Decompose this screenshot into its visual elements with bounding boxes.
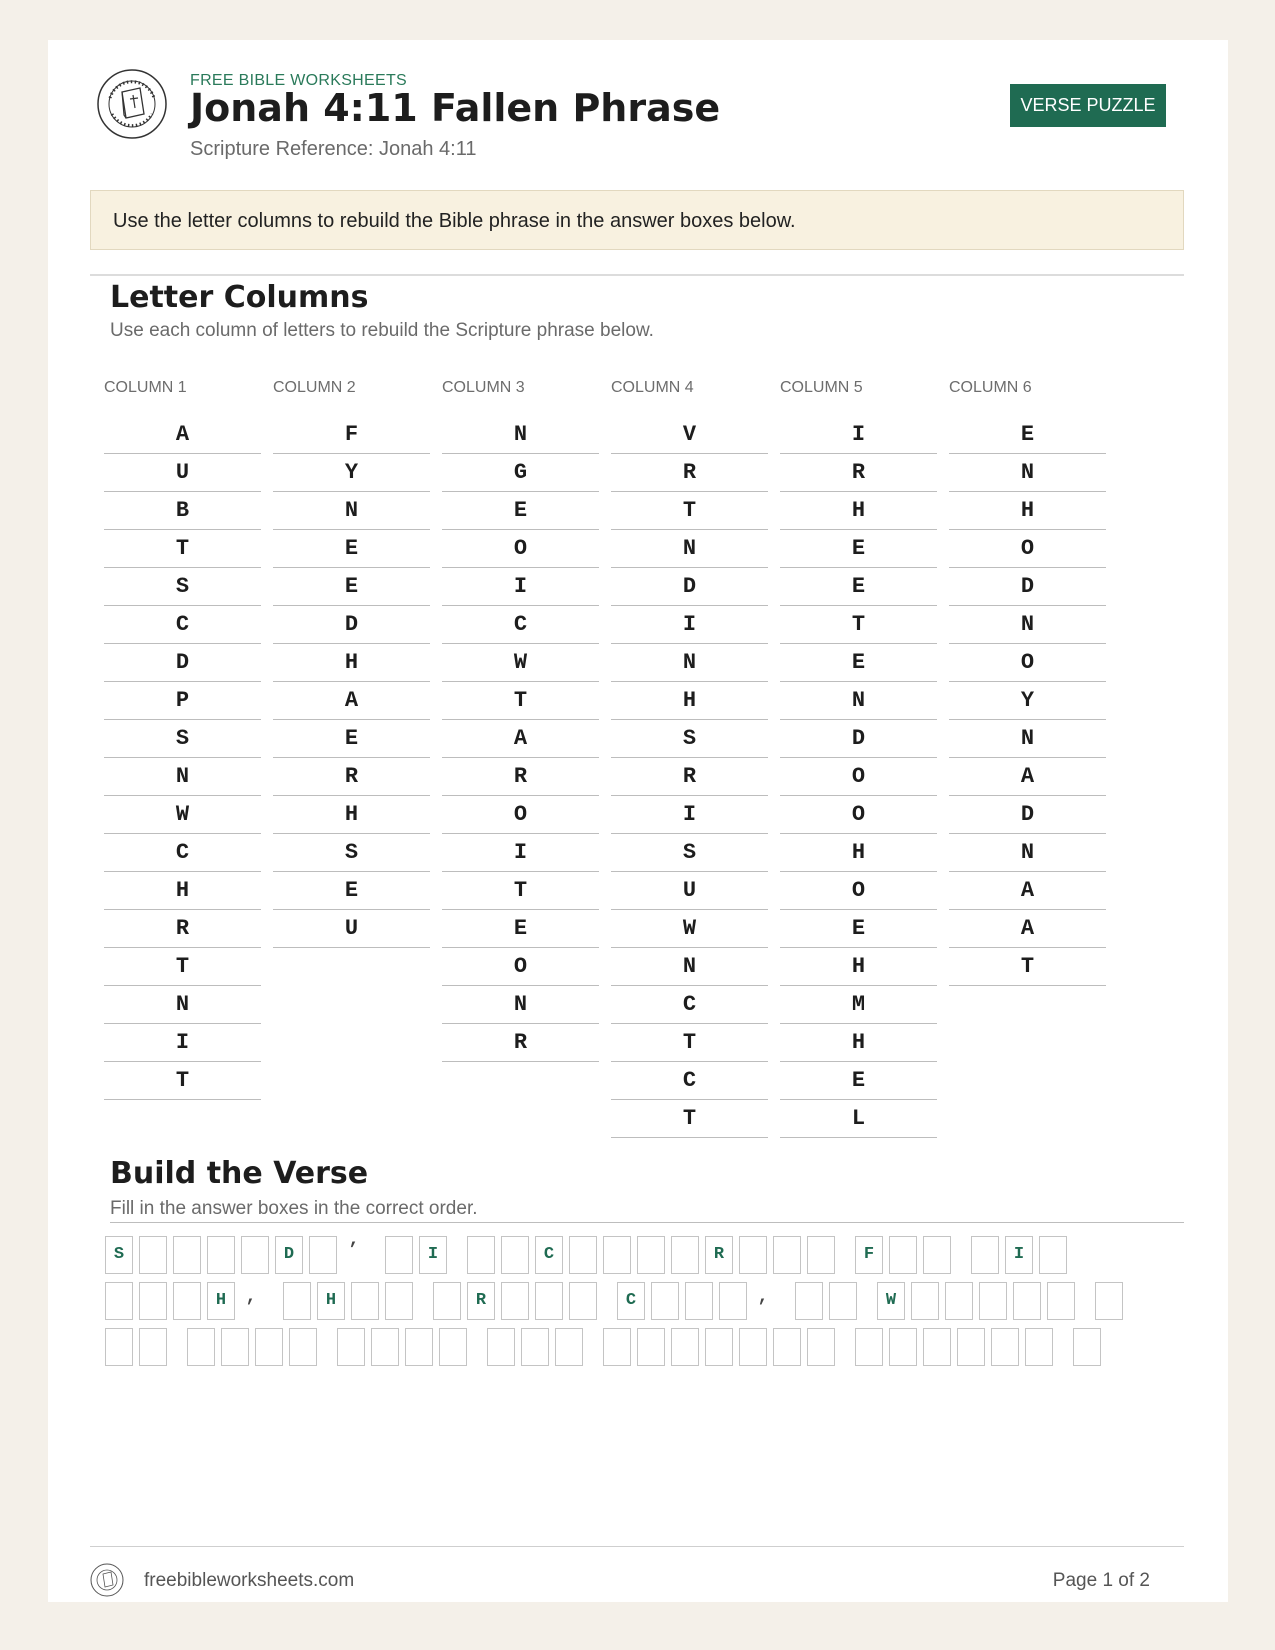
- answer-box[interactable]: [501, 1236, 529, 1274]
- column-letter: O: [442, 948, 599, 986]
- answer-box[interactable]: [773, 1328, 801, 1366]
- footer-logo: [90, 1563, 124, 1597]
- answer-box[interactable]: [105, 1328, 133, 1366]
- answer-box-hint[interactable]: W: [877, 1282, 905, 1320]
- column-letter: E: [442, 910, 599, 948]
- column-letter: H: [104, 872, 261, 910]
- answer-box[interactable]: [521, 1328, 549, 1366]
- footer-website: freebibleworksheets.com: [144, 1570, 355, 1591]
- letter-column-1: [104, 378, 261, 1100]
- column-letter: P: [104, 682, 261, 720]
- column-letter: E: [273, 568, 430, 606]
- column-letter: E: [780, 910, 937, 948]
- column-letter: T: [104, 530, 261, 568]
- answer-box[interactable]: [855, 1328, 883, 1366]
- column-letter: W: [104, 796, 261, 834]
- column-letter: A: [949, 872, 1106, 910]
- worksheet-page: [48, 40, 1228, 1602]
- column-letter: T: [611, 1100, 768, 1138]
- column-letter: G: [442, 454, 599, 492]
- column-letter: E: [949, 416, 1106, 454]
- answer-box[interactable]: [501, 1282, 529, 1320]
- column-letter: O: [949, 644, 1106, 682]
- letter-column-2: [273, 378, 430, 948]
- letter-columns-description: Use each column of letters to rebuild the Scripture phrase below.: [110, 320, 654, 341]
- column-letter: W: [611, 910, 768, 948]
- column-letter: W: [442, 644, 599, 682]
- column-letter: N: [949, 454, 1106, 492]
- answer-box[interactable]: [289, 1328, 317, 1366]
- column-letter: B: [104, 492, 261, 530]
- answer-box[interactable]: [385, 1282, 413, 1320]
- answer-box[interactable]: [467, 1236, 495, 1274]
- column-letter: I: [611, 606, 768, 644]
- column-letter: H: [780, 834, 937, 872]
- column-letter: R: [442, 758, 599, 796]
- answer-box[interactable]: [385, 1236, 413, 1274]
- free-bible-worksheets-logo: [96, 68, 168, 140]
- page-title: Jonah 4:11 Fallen Phrase: [190, 86, 721, 130]
- column-letter: D: [273, 606, 430, 644]
- column-letter: N: [104, 758, 261, 796]
- answer-box-hint[interactable]: F: [855, 1236, 883, 1274]
- answer-box-hint[interactable]: D: [275, 1236, 303, 1274]
- column-letter: R: [611, 454, 768, 492]
- column-letter: H: [611, 682, 768, 720]
- answer-box[interactable]: [309, 1236, 337, 1274]
- answer-box[interactable]: [371, 1328, 399, 1366]
- answer-box[interactable]: [979, 1282, 1007, 1320]
- scripture-reference: Scripture Reference: Jonah 4:11: [190, 138, 477, 160]
- column-letter: U: [273, 910, 430, 948]
- column-letter: A: [949, 910, 1106, 948]
- answer-box[interactable]: [889, 1328, 917, 1366]
- column-letter: I: [442, 834, 599, 872]
- answer-box-hint[interactable]: S: [105, 1236, 133, 1274]
- column-letter: N: [949, 720, 1106, 758]
- column-letter: N: [442, 986, 599, 1024]
- column-letter: T: [949, 948, 1106, 986]
- column-letter: A: [273, 682, 430, 720]
- column-letter: R: [611, 758, 768, 796]
- answer-box[interactable]: [439, 1328, 467, 1366]
- column-letter: N: [273, 492, 430, 530]
- answer-box[interactable]: [173, 1282, 201, 1320]
- column-letter: N: [949, 834, 1106, 872]
- column-letter: A: [949, 758, 1106, 796]
- answer-box[interactable]: [889, 1236, 917, 1274]
- column-header: COLUMN 6: [949, 379, 1032, 396]
- answer-box[interactable]: [405, 1328, 433, 1366]
- column-letter: N: [104, 986, 261, 1024]
- answer-box[interactable]: [739, 1328, 767, 1366]
- page-number: Page 1 of 2: [1052, 1570, 1150, 1591]
- answer-box[interactable]: [603, 1328, 631, 1366]
- divider: [90, 274, 1184, 276]
- column-letter: C: [104, 606, 261, 644]
- column-letter: D: [611, 568, 768, 606]
- column-letter: O: [780, 796, 937, 834]
- column-letter: F: [273, 416, 430, 454]
- answer-box[interactable]: [795, 1282, 823, 1320]
- answer-box[interactable]: [105, 1282, 133, 1320]
- answer-box[interactable]: [671, 1328, 699, 1366]
- answer-box-hint[interactable]: H: [317, 1282, 345, 1320]
- column-letter: R: [442, 1024, 599, 1062]
- answer-box[interactable]: [945, 1282, 973, 1320]
- column-letter: I: [780, 416, 937, 454]
- answer-box[interactable]: [139, 1282, 167, 1320]
- answer-box[interactable]: [241, 1236, 269, 1274]
- letter-column-4: [611, 378, 768, 1138]
- answer-box[interactable]: [685, 1282, 713, 1320]
- answer-box-hint[interactable]: H: [207, 1282, 235, 1320]
- column-letter: T: [442, 682, 599, 720]
- answer-punctuation: ,: [245, 1287, 257, 1307]
- column-letter: I: [442, 568, 599, 606]
- brand-name: FREE BIBLE WORKSHEETS: [190, 72, 408, 89]
- column-letter: E: [442, 492, 599, 530]
- verse-puzzle-badge: VERSE PUZZLE: [1010, 84, 1166, 127]
- column-letter: T: [104, 1062, 261, 1100]
- answer-box[interactable]: [637, 1328, 665, 1366]
- letter-column-5: [780, 378, 937, 1138]
- column-letter: A: [104, 416, 261, 454]
- column-letter: N: [949, 606, 1106, 644]
- column-letter: C: [611, 986, 768, 1024]
- answer-box[interactable]: [337, 1328, 365, 1366]
- answer-box[interactable]: [139, 1236, 167, 1274]
- column-letter: S: [104, 720, 261, 758]
- column-letter: N: [611, 530, 768, 568]
- answer-box-hint[interactable]: I: [1005, 1236, 1033, 1274]
- column-letter: C: [442, 606, 599, 644]
- answer-box[interactable]: [555, 1328, 583, 1366]
- build-verse-heading: Build the Verse: [110, 1156, 369, 1191]
- answer-box-hint[interactable]: R: [467, 1282, 495, 1320]
- footer-divider: [90, 1546, 1184, 1547]
- answer-box-hint[interactable]: I: [419, 1236, 447, 1274]
- column-letter: E: [780, 568, 937, 606]
- answer-box[interactable]: [719, 1282, 747, 1320]
- column-letter: O: [949, 530, 1106, 568]
- answer-box[interactable]: [535, 1282, 563, 1320]
- column-letter: C: [104, 834, 261, 872]
- column-letter: S: [104, 568, 261, 606]
- answer-box[interactable]: [739, 1236, 767, 1274]
- answer-box[interactable]: [283, 1282, 311, 1320]
- letter-columns-heading: Letter Columns: [110, 280, 369, 315]
- answer-box[interactable]: [351, 1282, 379, 1320]
- answer-box-hint[interactable]: R: [705, 1236, 733, 1274]
- answer-box[interactable]: [433, 1282, 461, 1320]
- answer-box[interactable]: [1039, 1236, 1067, 1274]
- column-letter: O: [442, 796, 599, 834]
- column-letter: N: [442, 416, 599, 454]
- column-header: COLUMN 1: [104, 379, 187, 396]
- answer-box[interactable]: [705, 1328, 733, 1366]
- answer-box[interactable]: [957, 1328, 985, 1366]
- column-letter: R: [780, 454, 937, 492]
- answer-box[interactable]: [671, 1236, 699, 1274]
- column-letter: O: [780, 758, 937, 796]
- answer-box[interactable]: [139, 1328, 167, 1366]
- column-letter: D: [949, 568, 1106, 606]
- column-letter: H: [780, 948, 937, 986]
- column-letter: O: [780, 872, 937, 910]
- column-header: COLUMN 5: [780, 379, 863, 396]
- column-letter: H: [949, 492, 1106, 530]
- column-letter: N: [780, 682, 937, 720]
- column-letter: S: [611, 834, 768, 872]
- column-letter: Y: [949, 682, 1106, 720]
- divider: [110, 1222, 1184, 1223]
- letter-column-3: [442, 378, 599, 1062]
- column-header: COLUMN 2: [273, 379, 356, 396]
- column-letter: E: [780, 644, 937, 682]
- answer-box[interactable]: [255, 1328, 283, 1366]
- answer-punctuation: ,: [757, 1287, 769, 1307]
- column-header: COLUMN 3: [442, 379, 525, 396]
- column-letter: T: [780, 606, 937, 644]
- column-header: COLUMN 4: [611, 379, 694, 396]
- letter-column-6: [949, 378, 1106, 986]
- column-letter: E: [273, 530, 430, 568]
- answer-box[interactable]: [207, 1236, 235, 1274]
- answer-box[interactable]: [173, 1236, 201, 1274]
- answer-box[interactable]: [991, 1328, 1019, 1366]
- answer-box[interactable]: [971, 1236, 999, 1274]
- answer-box[interactable]: [637, 1236, 665, 1274]
- answer-box[interactable]: [569, 1236, 597, 1274]
- column-letter: T: [442, 872, 599, 910]
- column-letter: H: [780, 1024, 937, 1062]
- column-letter: N: [611, 948, 768, 986]
- column-letter: O: [442, 530, 599, 568]
- column-letter: U: [104, 454, 261, 492]
- column-letter: S: [273, 834, 430, 872]
- column-letter: T: [611, 492, 768, 530]
- column-letter: A: [442, 720, 599, 758]
- answer-box-hint[interactable]: C: [535, 1236, 563, 1274]
- column-letter: D: [104, 644, 261, 682]
- answer-box[interactable]: [1073, 1328, 1101, 1366]
- column-letter: D: [780, 720, 937, 758]
- column-letter: Y: [273, 454, 430, 492]
- column-letter: D: [949, 796, 1106, 834]
- column-letter: E: [273, 872, 430, 910]
- column-letter: N: [611, 644, 768, 682]
- answer-punctuation: ’: [347, 1241, 359, 1261]
- answer-box[interactable]: [221, 1328, 249, 1366]
- answer-box[interactable]: [1025, 1328, 1053, 1366]
- column-letter: I: [611, 796, 768, 834]
- column-letter: H: [273, 796, 430, 834]
- column-letter: H: [273, 644, 430, 682]
- answer-box[interactable]: [603, 1236, 631, 1274]
- answer-box[interactable]: [923, 1236, 951, 1274]
- column-letter: I: [104, 1024, 261, 1062]
- answer-box[interactable]: [1013, 1282, 1041, 1320]
- column-letter: E: [273, 720, 430, 758]
- answer-box[interactable]: [911, 1282, 939, 1320]
- column-letter: H: [780, 492, 937, 530]
- answer-box[interactable]: [569, 1282, 597, 1320]
- column-letter: T: [104, 948, 261, 986]
- instructions-banner: Use the letter columns to rebuild the Bible phrase in the answer boxes below.: [90, 190, 1184, 250]
- answer-box[interactable]: [487, 1328, 515, 1366]
- answer-box[interactable]: [773, 1236, 801, 1274]
- column-letter: R: [273, 758, 430, 796]
- answer-box-hint[interactable]: C: [617, 1282, 645, 1320]
- column-letter: M: [780, 986, 937, 1024]
- column-letter: S: [611, 720, 768, 758]
- column-letter: R: [104, 910, 261, 948]
- answer-box[interactable]: [1047, 1282, 1075, 1320]
- answer-box[interactable]: [807, 1236, 835, 1274]
- answer-box[interactable]: [651, 1282, 679, 1320]
- column-letter: V: [611, 416, 768, 454]
- column-letter: E: [780, 1062, 937, 1100]
- answer-box[interactable]: [1095, 1282, 1123, 1320]
- answer-box[interactable]: [923, 1328, 951, 1366]
- column-letter: T: [611, 1024, 768, 1062]
- answer-box[interactable]: [187, 1328, 215, 1366]
- column-letter: E: [780, 530, 937, 568]
- answer-box[interactable]: [807, 1328, 835, 1366]
- column-letter: L: [780, 1100, 937, 1138]
- column-letter: U: [611, 872, 768, 910]
- column-letter: C: [611, 1062, 768, 1100]
- build-verse-description: Fill in the answer boxes in the correct order.: [110, 1198, 478, 1219]
- answer-box[interactable]: [829, 1282, 857, 1320]
